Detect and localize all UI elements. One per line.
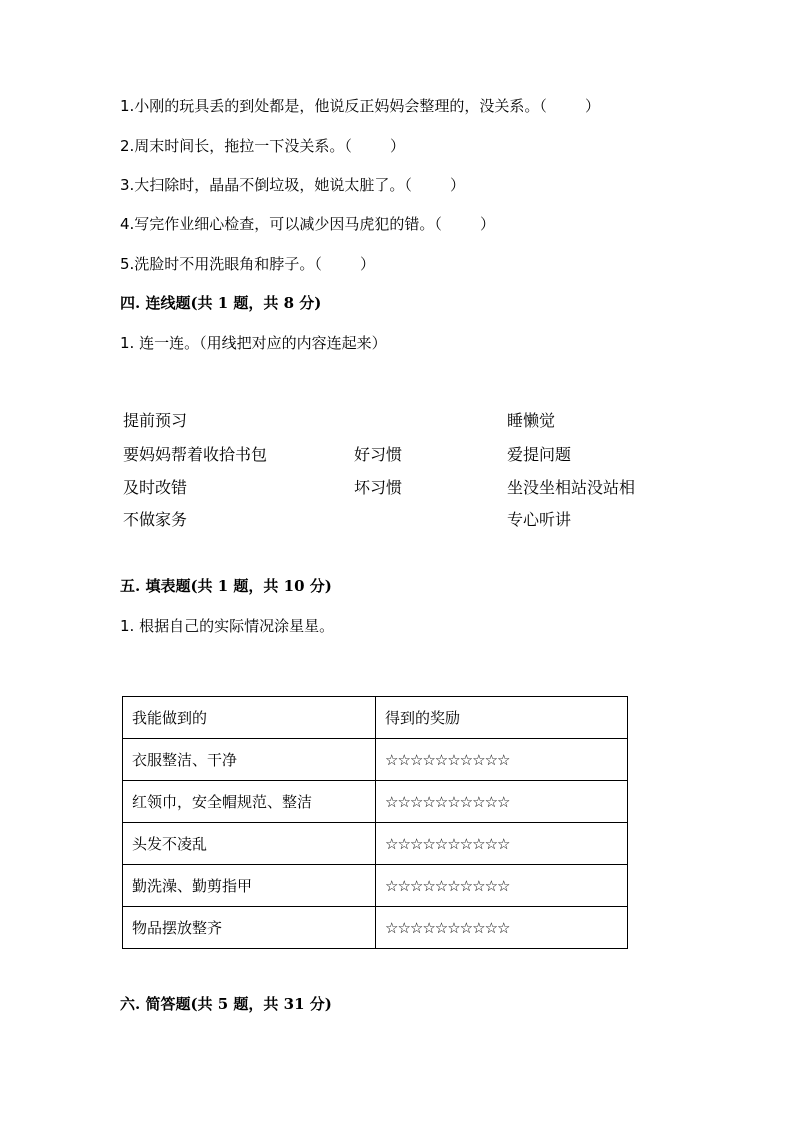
- table-row: [123, 739, 628, 781]
- section4-question: 1. 连一连。（用线把对应的内容连起来）: [120, 334, 387, 352]
- table-cell-stars[interactable]: ☆☆☆☆☆☆☆☆☆☆: [376, 823, 628, 865]
- table-cell-item: 衣服整洁、干净: [123, 739, 376, 781]
- match-right-item-1: 睡懒觉: [507, 411, 556, 430]
- section5-heading: 五. 填表题(共 1 题，共 10 分): [120, 577, 332, 595]
- table-header-cell: 我能做到的: [123, 697, 376, 739]
- table-cell-stars[interactable]: ☆☆☆☆☆☆☆☆☆☆: [376, 865, 628, 907]
- judge-item-1: 1.小刚的玩具丢的到处都是，他说反正妈妈会整理的，没关系。（ ）: [120, 97, 600, 115]
- table-row: [123, 823, 628, 865]
- table-row: [123, 907, 628, 949]
- table-cell-stars[interactable]: ☆☆☆☆☆☆☆☆☆☆: [376, 907, 628, 949]
- match-left-item-1: 提前预习: [123, 411, 188, 430]
- match-left-item-4: 不做家务: [123, 510, 188, 529]
- table-cell-item: 勤洗澡、勤剪指甲: [123, 865, 376, 907]
- judge-item-2: 2.周末时间长，拖拉一下没关系。（ ）: [120, 137, 405, 155]
- match-left-item-3: 及时改错: [123, 478, 188, 497]
- match-right-item-2: 爱提问题: [507, 445, 572, 464]
- match-left-item-2: 要妈妈帮着收拾书包: [123, 445, 268, 464]
- table-row: [123, 865, 628, 907]
- table-header-cell: 得到的奖励: [376, 697, 628, 739]
- section5-question: 1. 根据自己的实际情况涂星星。: [120, 617, 335, 635]
- table-row: [123, 781, 628, 823]
- table-cell-stars[interactable]: ☆☆☆☆☆☆☆☆☆☆: [376, 739, 628, 781]
- match-right-item-4: 专心听讲: [507, 510, 572, 529]
- judge-item-5: 5.洗脸时不用洗眼角和脖子。（ ）: [120, 255, 375, 273]
- table-header-row: [123, 697, 628, 739]
- award-table: [122, 696, 628, 949]
- table-cell-stars[interactable]: ☆☆☆☆☆☆☆☆☆☆: [376, 781, 628, 823]
- section4-heading: 四. 连线题(共 1 题，共 8 分): [120, 294, 322, 312]
- judge-item-4: 4.写完作业细心检查，可以减少因马虎犯的错。（ ）: [120, 215, 495, 233]
- section6-heading: 六. 简答题(共 5 题，共 31 分): [120, 995, 332, 1013]
- table-cell-item: 物品摆放整齐: [123, 907, 376, 949]
- match-right-item-3: 坐没坐相站没站相: [507, 478, 636, 497]
- table-cell-item: 头发不凌乱: [123, 823, 376, 865]
- judge-item-3: 3.大扫除时，晶晶不倒垃圾，她说太脏了。（ ）: [120, 176, 465, 194]
- match-middle-item-2: 坏习惯: [354, 478, 403, 497]
- match-middle-item-1: 好习惯: [354, 445, 403, 464]
- table-cell-item: 红领巾，安全帽规范、整洁: [123, 781, 376, 823]
